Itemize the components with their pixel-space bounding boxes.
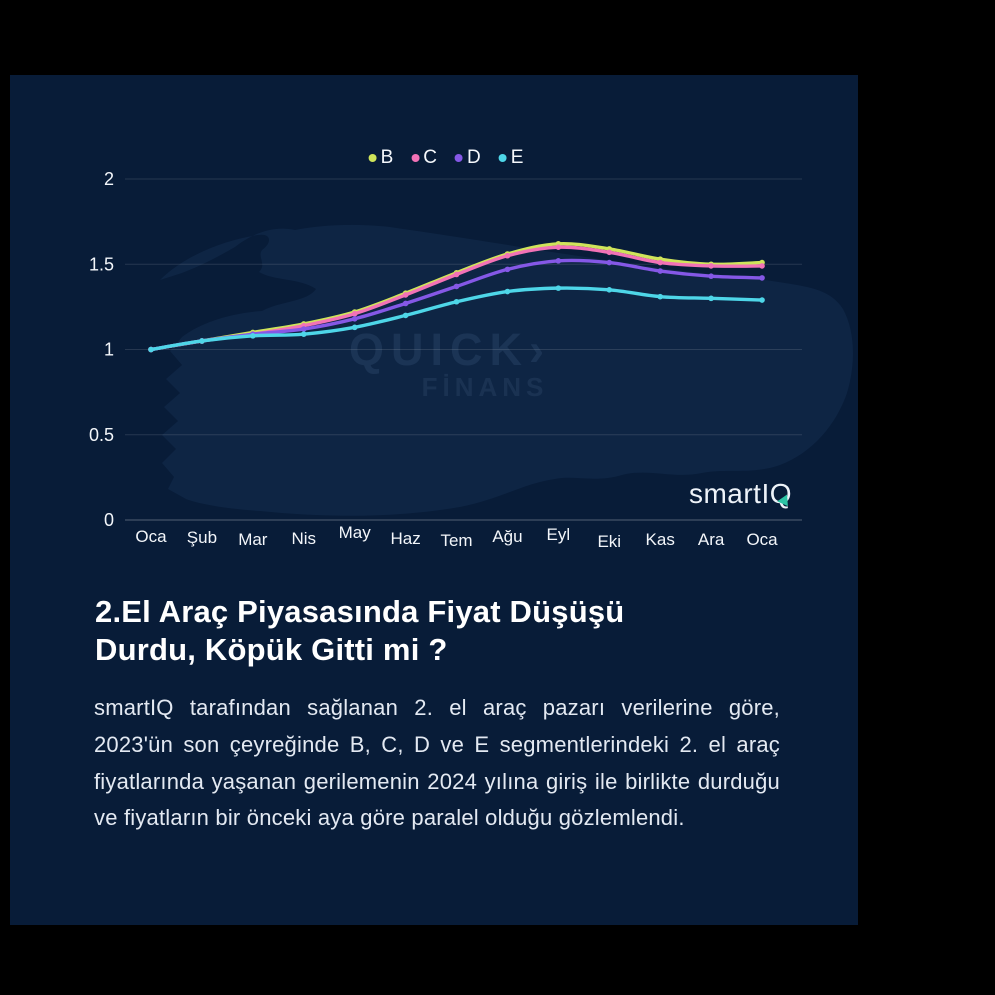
data-point (250, 333, 256, 339)
chart-legend (369, 147, 524, 169)
data-point (759, 275, 765, 281)
x-axis-tick-label: Kas (645, 530, 675, 549)
data-point (556, 258, 562, 264)
legend-label: E (510, 147, 524, 168)
x-axis-tick-label: Tem (440, 531, 473, 550)
data-point (606, 260, 612, 266)
legend-item-E (499, 147, 524, 169)
data-point (708, 296, 714, 302)
data-point (301, 331, 307, 337)
y-axis-tick-label: 2 (103, 169, 114, 189)
legend-label: C (423, 147, 437, 168)
data-point (708, 263, 714, 269)
data-point (606, 250, 612, 256)
y-axis-tick-label: 1.5 (88, 254, 114, 275)
legend-label: B (380, 147, 394, 168)
data-point (505, 289, 511, 295)
data-point (759, 297, 765, 303)
data-point (403, 292, 409, 298)
data-point (454, 284, 460, 290)
smartiq-logo (689, 478, 792, 510)
data-point (657, 294, 663, 300)
x-axis-tick-label: Şub (186, 528, 218, 547)
x-axis-tick-label: Mar (238, 530, 268, 549)
legend-item-D (455, 147, 481, 169)
legend-item-B (369, 147, 394, 169)
data-point (657, 268, 663, 274)
data-point (403, 301, 409, 307)
y-axis-tick-label: 0 (103, 510, 114, 530)
x-axis-tick-label: Eyl (546, 525, 571, 544)
x-axis-tick-label: Ara (697, 530, 725, 549)
y-axis-tick-label: 1 (103, 339, 114, 360)
x-axis-tick-label: Oca (746, 530, 778, 549)
legend-dot-icon (369, 154, 377, 162)
legend-item-C (411, 147, 437, 169)
data-point (352, 316, 358, 322)
legend-dot-icon (411, 154, 419, 162)
data-point (454, 272, 460, 278)
data-point (556, 244, 562, 250)
data-point (301, 326, 307, 332)
data-point (148, 347, 154, 353)
data-point (708, 273, 714, 279)
data-point (556, 285, 562, 291)
article-body: smartIQ tarafından sağlanan 2. el araç pazarı verilerine göre, 2023'ün son çeyreğinde B, C, D ve E segmentlerindeki 2. el araç fiyatlarında yaşanan gerilemenin 2024 yılına giriş ile birlikte durduğu ve fiyatların bir önceki aya göre paralel olduğu gözlemlendi. (94, 695, 780, 831)
legend-dot-icon (455, 154, 463, 162)
data-point (352, 311, 358, 317)
data-point (403, 313, 409, 319)
x-axis-labels (135, 523, 778, 551)
price-index-chart (10, 75, 858, 560)
x-axis-tick-label: Nis (291, 529, 317, 548)
infographic-panel (10, 75, 858, 925)
x-axis-tick-label: May (338, 523, 371, 542)
article-title: 2.El Araç Piyasasında Fiyat Düşüşü Durdu, Köpük Gitti mi ? (95, 594, 625, 667)
smartiq-logo-text: smartIQ (688, 478, 792, 509)
data-point (352, 325, 358, 331)
data-point (759, 263, 765, 269)
data-point (199, 338, 205, 344)
x-axis-tick-label: Ağu (492, 527, 523, 546)
y-axis-tick-label: 0.5 (88, 424, 114, 445)
x-axis-tick-label: Oca (135, 527, 167, 546)
x-axis-tick-label: Haz (390, 529, 421, 548)
legend-label: D (467, 147, 481, 168)
data-point (657, 260, 663, 266)
data-point (454, 299, 460, 305)
legend-dot-icon (499, 154, 507, 162)
data-point (606, 287, 612, 293)
x-axis-tick-label: Eki (597, 532, 622, 551)
data-point (505, 267, 511, 273)
data-point (505, 253, 511, 259)
